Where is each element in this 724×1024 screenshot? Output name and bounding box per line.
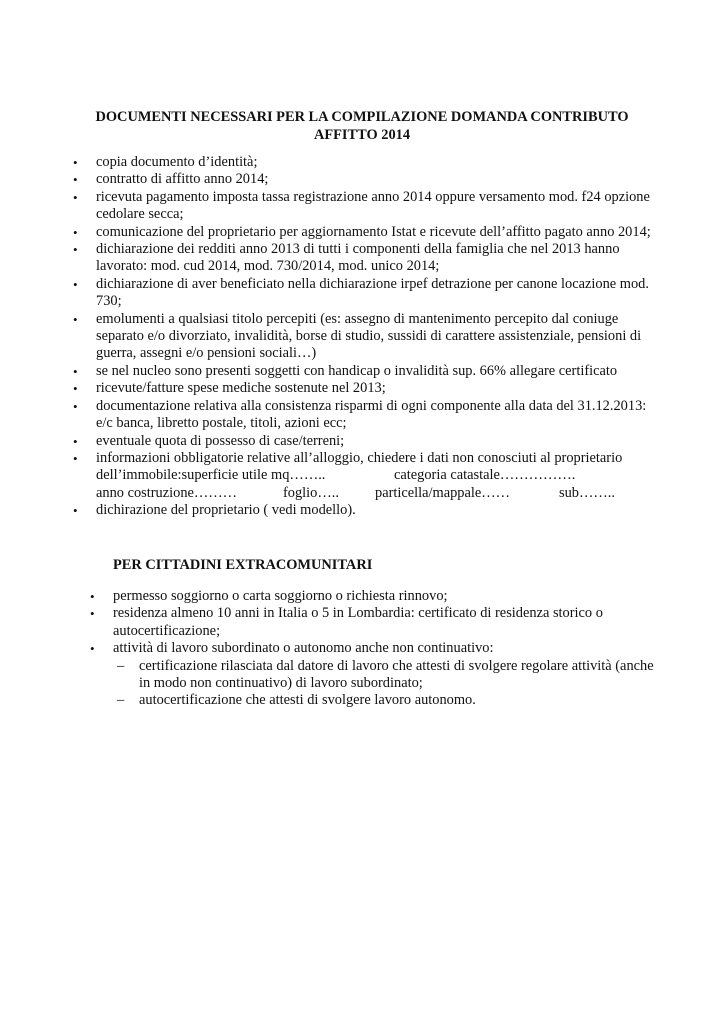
list-item-text: emolumenti a qualsiasi titolo percepiti (es: assegno di mantenimento percepito dal coniuge separato e/o divorziato, invalidità, borse di studio, sussidi di carattere assistenziale, pensioni di guerra, assegni e/o pensioni sociali…): [96, 310, 642, 362]
housing-fields-row-1: [96, 467, 660, 484]
bullet-icon: •: [73, 276, 78, 292]
dash-icon: –: [117, 692, 125, 709]
list-item: [0, 171, 724, 188]
list-item: [0, 605, 724, 640]
bullet-icon: •: [90, 641, 95, 657]
sub-field: sub……..: [559, 484, 615, 501]
sub-list-item-text: certificazione rilasciata dal datore di lavoro che attesti di svolgere regolare attività (anche in modo non continuativo) di lavoro subordinato;: [139, 657, 654, 692]
bullet-icon: •: [73, 503, 78, 519]
list-item: [0, 224, 724, 241]
foglio-field: foglio…..: [283, 484, 339, 501]
document-title: DOCUMENTI NECESSARI PER LA COMPILAZIONE DOMANDA CONTRIBUTO AFFITTO 2014: [95, 109, 629, 143]
bullet-icon: •: [73, 189, 78, 205]
list-item-text: dichirazione del proprietario ( vedi modello).: [96, 502, 356, 519]
list-item-text: ricevute/fatture spese mediche sostenute nel 2013;: [96, 380, 386, 397]
sub-list-item: [113, 692, 660, 709]
list-item-housing-info: [0, 450, 724, 502]
dash-icon: –: [117, 657, 125, 674]
sub-list-item-text: autocertificazione che attesti di svolgere lavoro autonomo.: [139, 692, 476, 709]
bullet-icon: •: [73, 242, 78, 258]
bullet-icon: •: [73, 172, 78, 188]
list-item-text: residenza almeno 10 anni in Italia o 5 in Lombardia: certificato di residenza storico o autocertificazione;: [113, 605, 603, 639]
list-item-text: documentazione relativa alla consistenza risparmi di ogni componente alla data del 31.12.2013: e/c banca, libretto postale, titoli, azioni ecc;: [96, 397, 647, 432]
list-item: [0, 398, 724, 433]
housing-info-text: informazioni obbligatorie relative all’alloggio, chiedere i dati non conosciuti al proprietario: [96, 449, 623, 466]
list-item-text: comunicazione del proprietario per aggiornamento Istat e ricevute dell’affitto pagato anno 2014;: [96, 223, 651, 240]
bullet-icon: •: [73, 433, 78, 449]
bullet-icon: •: [73, 363, 78, 379]
list-item-text: contratto di affitto anno 2014;: [96, 171, 269, 188]
bullet-icon: •: [73, 224, 78, 240]
particella-mappale-field: particella/mappale……: [375, 484, 511, 501]
bullet-icon: •: [73, 155, 78, 170]
list-item-text: permesso soggiorno o carta soggiorno o richiesta rinnovo;: [113, 588, 448, 604]
housing-fields-row-2: [96, 485, 660, 502]
bullet-icon: •: [73, 311, 78, 327]
work-activity-sublist: [113, 658, 660, 710]
bullet-icon: •: [73, 450, 78, 466]
list-item: [0, 502, 724, 519]
list-item: [0, 363, 724, 380]
extracomunitari-documents-list: [0, 588, 724, 710]
required-documents-list: [0, 154, 724, 520]
anno-costruzione-field: anno costruzione………: [96, 484, 238, 501]
sub-list-item: [113, 658, 660, 693]
list-item: [0, 241, 724, 276]
list-item-text: copia documento d’identità;: [96, 154, 258, 170]
superficie-field: dell’immobile:superficie utile mq……..: [96, 467, 326, 484]
list-item: [0, 276, 724, 311]
list-item-text: eventuale quota di possesso di case/terreni;: [96, 432, 345, 449]
list-item: [0, 189, 724, 224]
list-item: [0, 311, 724, 363]
list-item-text: dichiarazione di aver beneficiato nella dichiarazione irpef detrazione per canone locazione mod. 730;: [96, 275, 649, 310]
list-item-text: dichiarazione dei redditi anno 2013 di tutti i componenti della famiglia che nel 2013 hanno lavorato: mod. cud 2014, mod. 730/2014, mod. unico 2014;: [96, 241, 620, 275]
bullet-icon: •: [90, 606, 95, 622]
categoria-catastale-field: categoria catastale…………….: [394, 467, 576, 484]
bullet-icon: •: [73, 398, 78, 414]
list-item: [0, 588, 724, 605]
bullet-icon: •: [90, 589, 95, 604]
list-item-text: se nel nucleo sono presenti soggetti con handicap o invalidità sup. 66% allegare certificato: [96, 362, 618, 379]
bullet-icon: •: [73, 381, 78, 397]
list-item: [0, 640, 724, 710]
list-item: [0, 154, 724, 171]
list-item-text: attività di lavoro subordinato o autonomo anche non continuativo:: [113, 640, 494, 657]
section-title-extracomunitari: PER CITTADINI EXTRACOMUNITARI: [113, 557, 373, 573]
list-item-text: ricevuta pagamento imposta tassa registrazione anno 2014 oppure versamento mod. f24 opzione cedolare secca;: [96, 188, 650, 223]
list-item: [0, 433, 724, 450]
list-item: [0, 380, 724, 397]
